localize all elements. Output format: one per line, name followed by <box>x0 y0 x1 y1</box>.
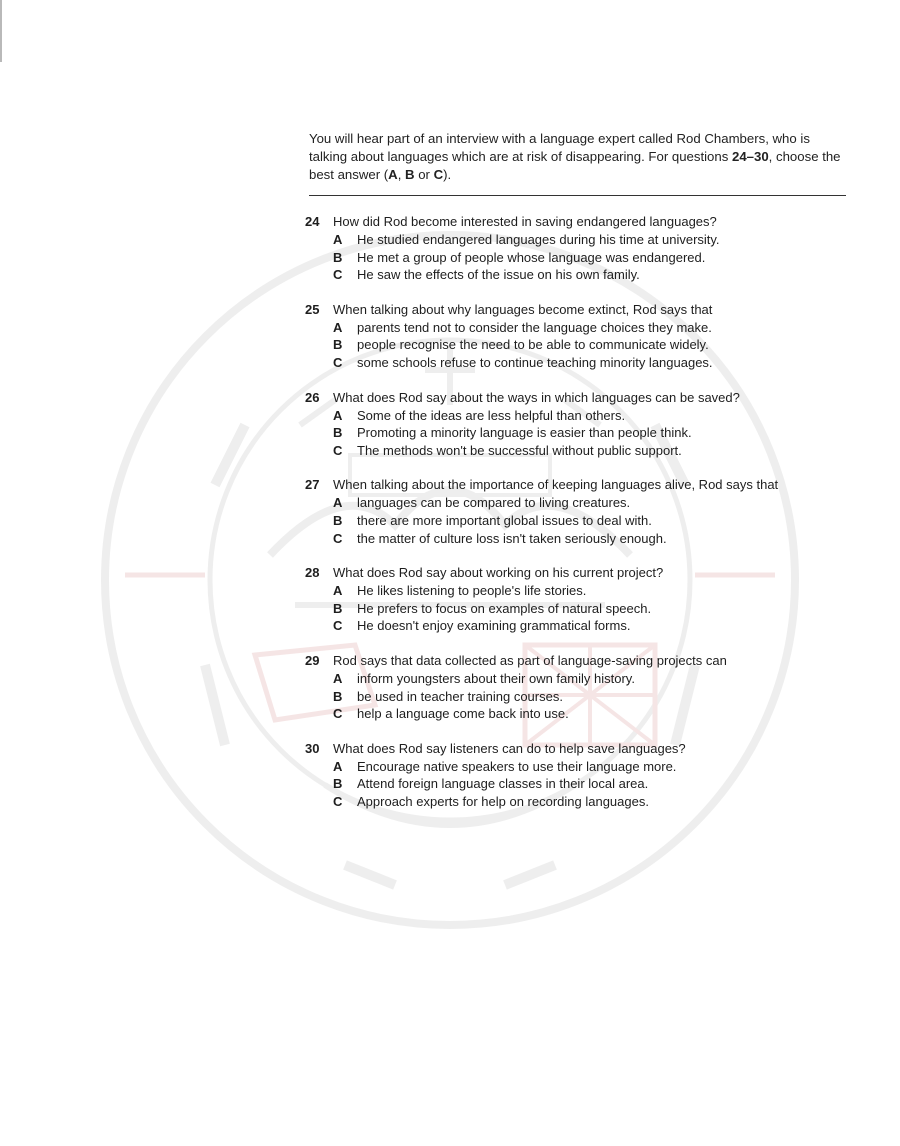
question-text: What does Rod say about working on his current project? <box>333 565 664 581</box>
answer-option <box>305 758 865 776</box>
option-text: He doesn't enjoy examining grammatical forms. <box>357 618 631 634</box>
answer-option <box>305 407 865 425</box>
question-text: How did Rod become interested in saving endangered languages? <box>333 214 717 229</box>
instructions-text: ). <box>443 167 452 182</box>
option-text: Attend foreign language classes in their local area. <box>357 776 649 792</box>
option-text: help a language come back into use. <box>357 706 569 722</box>
question-range: 24–30 <box>732 149 769 164</box>
question-text: What does Rod say listeners can do to help save languages? <box>333 740 686 756</box>
question-29 <box>305 652 865 723</box>
option-text: Promoting a minority language is easier than people think. <box>357 425 692 441</box>
option-text: The methods won't be successful without public support. <box>357 442 682 458</box>
option-label-a: A <box>388 167 398 182</box>
option-text: parents tend not to consider the language choices they make. <box>357 319 712 335</box>
answer-option <box>305 249 865 267</box>
question-row <box>305 740 865 758</box>
answer-option <box>305 793 865 811</box>
option-text: He studied endangered languages during his time at university. <box>357 232 720 247</box>
question-row <box>305 213 865 231</box>
question-text: Rod says that data collected as part of language-saving projects can <box>333 652 727 668</box>
question-number: 30 <box>305 740 320 756</box>
option-letter: C <box>333 793 343 809</box>
option-letter: B <box>333 600 343 616</box>
option-text: Encourage native speakers to use their language more. <box>357 758 677 774</box>
option-label-b: B <box>405 167 415 182</box>
question-24 <box>305 213 865 284</box>
answer-option <box>305 617 865 635</box>
answer-option <box>305 424 865 442</box>
option-label-c: C <box>433 167 444 182</box>
option-text: Approach experts for help on recording languages. <box>357 793 649 809</box>
option-text: He saw the effects of the issue on his own family. <box>357 267 640 283</box>
answer-option <box>305 442 865 460</box>
question-text: What does Rod say about the ways in which languages can be saved? <box>333 389 740 405</box>
question-30 <box>305 740 865 811</box>
question-26 <box>305 389 865 460</box>
question-number: 28 <box>305 565 320 581</box>
option-text: be used in teacher training courses. <box>357 688 563 704</box>
question-number: 27 <box>305 477 320 493</box>
question-number: 29 <box>305 652 320 668</box>
option-letter: A <box>333 232 343 247</box>
answer-option <box>305 600 865 618</box>
question-number: 24 <box>305 214 320 229</box>
option-letter: B <box>333 688 343 704</box>
option-letter: B <box>333 249 343 265</box>
question-27 <box>305 476 865 547</box>
answer-option <box>305 512 865 530</box>
option-text: He met a group of people whose language was endangered. <box>357 249 706 265</box>
option-letter: A <box>333 495 343 511</box>
option-letter: B <box>333 512 343 528</box>
question-text: When talking about why languages become extinct, Rod says that <box>333 301 713 317</box>
answer-option <box>305 266 865 284</box>
answer-option <box>305 705 865 723</box>
option-text: He prefers to focus on examples of natural speech. <box>357 600 652 616</box>
answer-option <box>305 530 865 548</box>
answer-option <box>305 319 865 337</box>
option-letter: C <box>333 442 343 458</box>
option-letter: A <box>333 670 343 686</box>
option-letter: B <box>333 776 343 792</box>
option-letter: A <box>333 319 343 335</box>
answer-option <box>305 354 865 372</box>
option-letter: B <box>333 425 343 441</box>
question-row <box>305 301 865 319</box>
option-letter: C <box>333 530 343 546</box>
answer-option <box>305 688 865 706</box>
instructions-text: , choose the best answer ( <box>309 149 841 182</box>
question-text: When talking about the importance of keeping languages alive, Rod says that <box>333 477 779 493</box>
option-text: inform youngsters about their own family history. <box>357 670 635 686</box>
question-28 <box>305 564 865 635</box>
answer-option <box>305 582 865 600</box>
option-letter: A <box>333 407 343 423</box>
option-text: some schools refuse to continue teaching minority languages. <box>357 354 713 370</box>
question-list <box>305 213 865 827</box>
option-letter: C <box>333 354 343 370</box>
question-number: 26 <box>305 389 320 405</box>
answer-option <box>305 670 865 688</box>
question-row <box>305 564 865 582</box>
question-number: 25 <box>305 301 320 317</box>
divider <box>309 195 846 196</box>
option-text: languages can be compared to living creatures. <box>357 495 631 511</box>
question-row <box>305 652 865 670</box>
question-25 <box>305 301 865 372</box>
question-row <box>305 476 865 494</box>
instructions-text: You will hear part of an interview with a language expert called Rod Chambers, who is talking about languages which are at risk of disappearing. For questions <box>309 131 810 164</box>
instructions <box>309 130 849 184</box>
option-letter: A <box>333 758 343 774</box>
option-letter: A <box>333 583 343 599</box>
answer-option <box>305 494 865 512</box>
option-text: people recognise the need to be able to communicate widely. <box>357 337 709 353</box>
answer-option <box>305 775 865 793</box>
answer-option <box>305 336 865 354</box>
option-text: He likes listening to people's life stories. <box>357 583 587 599</box>
option-text: the matter of culture loss isn't taken seriously enough. <box>357 530 667 546</box>
option-letter: C <box>333 706 343 722</box>
option-text: there are more important global issues to deal with. <box>357 512 652 528</box>
option-text: Some of the ideas are less helpful than others. <box>357 407 626 423</box>
page-edge-line <box>0 0 2 62</box>
answer-option <box>305 231 865 249</box>
option-letter: C <box>333 267 343 283</box>
question-row <box>305 389 865 407</box>
instructions-text: , <box>397 167 406 182</box>
option-letter: B <box>333 337 343 353</box>
instructions-text: or <box>414 167 434 182</box>
option-letter: C <box>333 618 343 634</box>
